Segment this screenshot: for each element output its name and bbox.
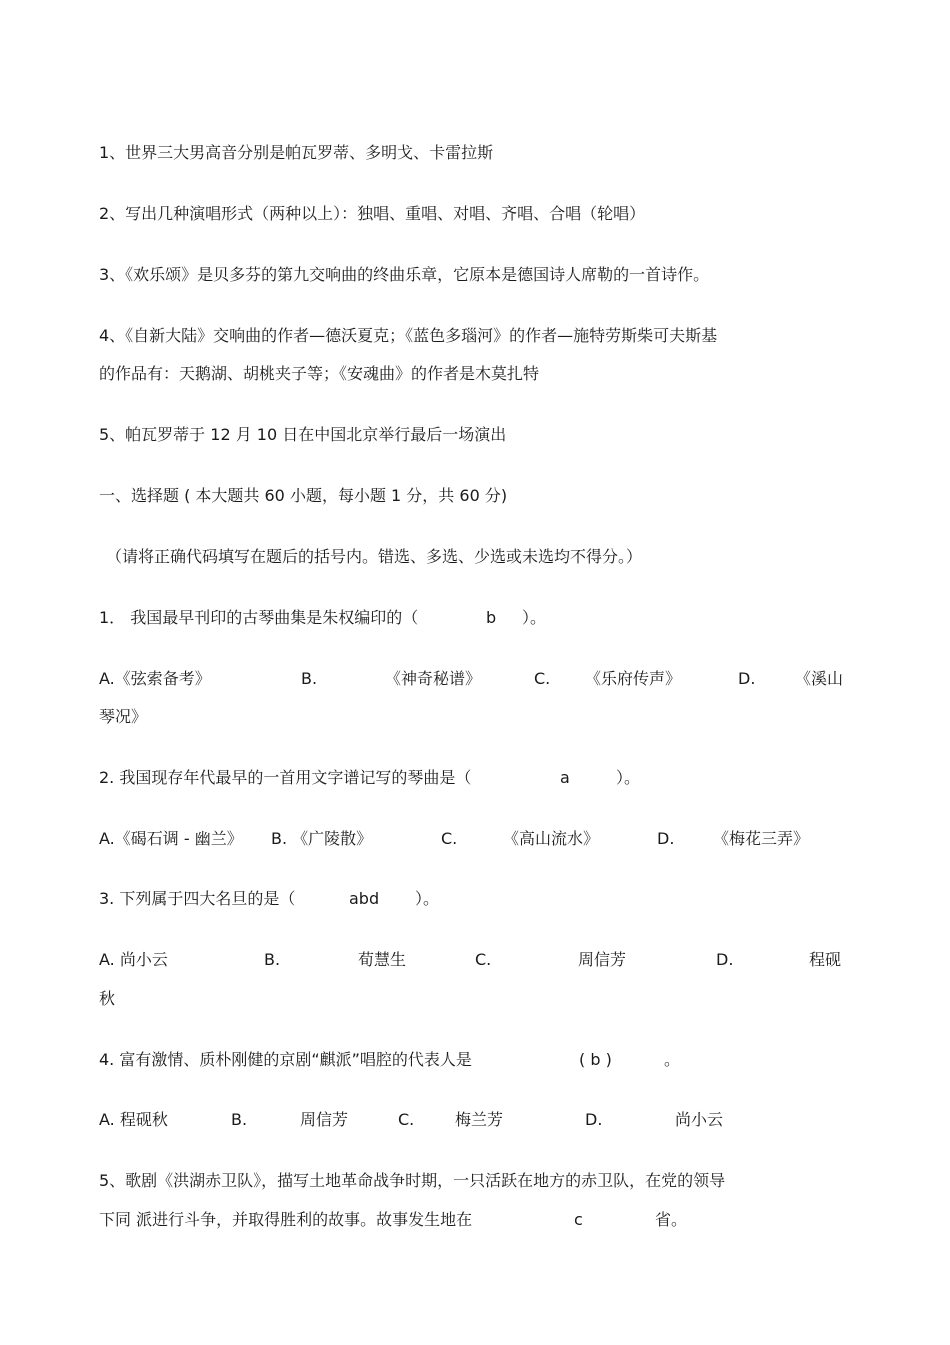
q4-option-d-letter: D. bbox=[585, 1110, 603, 1129]
q4-stem-end: 。 bbox=[664, 1050, 681, 1069]
q3-option-a: A. 尚小云 bbox=[99, 950, 168, 969]
q1-option-c: 《乐府传声》 bbox=[585, 669, 682, 688]
q3-option-c-letter: C. bbox=[475, 950, 492, 969]
q4-answer: ( b ) bbox=[579, 1050, 612, 1069]
intro-line-1: 1、世界三大男高音分别是帕瓦罗蒂、多明戈、卡雷拉斯 bbox=[99, 143, 494, 162]
q2-option-a: A.《碣石调 - 幽兰》 bbox=[99, 829, 243, 848]
q3-option-d-cont: 秋 bbox=[99, 989, 116, 1008]
intro-line-5: 5、帕瓦罗蒂于 12 月 10 日在中国北京举行最后一场演出 bbox=[99, 425, 507, 444]
q1-stem: 1． 我国最早刊印的古琴曲集是朱权编印的（ bbox=[99, 608, 419, 627]
q1-stem-end: ）。 bbox=[522, 608, 547, 627]
q2-option-c: 《高山流水》 bbox=[503, 829, 600, 848]
intro-line-4a: 4、《自新大陆》交响曲的作者—德沃夏克；《蓝色多瑙河》的作者—施特劳斯柴可夫斯基 bbox=[99, 326, 718, 345]
q3-stem-end: ）。 bbox=[415, 889, 440, 908]
q5-line-1: 5、歌剧《洪湖赤卫队》，描写土地革命战争时期，一只活跃在地方的赤卫队，在党的领导 bbox=[99, 1171, 726, 1190]
q2-answer: a bbox=[560, 768, 570, 787]
q2-option-c-letter: C. bbox=[441, 829, 458, 848]
q1-option-d: 《溪山 bbox=[795, 669, 844, 688]
q2-option-d-letter: D. bbox=[657, 829, 675, 848]
q1-option-b: 《神奇秘谱》 bbox=[385, 669, 482, 688]
q3-option-b-letter: B. bbox=[264, 950, 281, 969]
section-title: 一、选择题 ( 本大题共 60 小题，每小题 1 分，共 60 分) bbox=[99, 486, 508, 505]
q1-option-d-cont: 琴况》 bbox=[99, 707, 148, 726]
q3-option-c: 周信芳 bbox=[578, 950, 627, 969]
intro-line-3: 3、《欢乐颂》是贝多芬的第九交响曲的终曲乐章，它原本是德国诗人席勒的一首诗作。 bbox=[99, 265, 710, 284]
q2-option-b: B. 《广陵散》 bbox=[271, 829, 373, 848]
q1-option-a: A.《弦索备考》 bbox=[99, 669, 211, 688]
q1-option-b-letter: B. bbox=[301, 669, 318, 688]
q4-option-c-letter: C. bbox=[398, 1110, 415, 1129]
q2-stem: 2. 我国现存年代最早的一首用文字谱记写的琴曲是（ bbox=[99, 768, 472, 787]
q4-stem: 4. 富有激情、质朴刚健的京剧“麒派”唱腔的代表人是 bbox=[99, 1050, 472, 1069]
q3-option-d: 程砚 bbox=[809, 950, 842, 969]
q5-line-2-end: 省。 bbox=[655, 1210, 688, 1229]
q4-option-b-letter: B. bbox=[231, 1110, 248, 1129]
q3-stem: 3. 下列属于四大名旦的是（ bbox=[99, 889, 296, 908]
q4-option-c: 梅兰芳 bbox=[455, 1110, 504, 1129]
intro-line-2: 2、写出几种演唱形式（两种以上）：独唱、重唱、对唱、齐唱、合唱（轮唱） bbox=[99, 204, 646, 223]
q3-option-b: 荀慧生 bbox=[358, 950, 407, 969]
q2-option-d: 《梅花三弄》 bbox=[713, 829, 810, 848]
q4-option-a: A. 程砚秋 bbox=[99, 1110, 168, 1129]
q4-option-b: 周信芳 bbox=[300, 1110, 349, 1129]
q1-option-d-letter: D. bbox=[738, 669, 756, 688]
q1-option-c-letter: C. bbox=[534, 669, 551, 688]
q5-line-2: 下同 派进行斗争，并取得胜利的故事。故事发生地在 bbox=[99, 1210, 473, 1229]
q4-option-d: 尚小云 bbox=[675, 1110, 724, 1129]
q5-answer: c bbox=[574, 1210, 583, 1229]
intro-line-4b: 的作品有：天鹅湖、胡桃夹子等；《安魂曲》的作者是木莫扎特 bbox=[99, 364, 540, 383]
section-note: （请将正确代码填写在题后的括号内。错选、多选、少选或未选均不得分。） bbox=[106, 547, 643, 566]
q3-answer: abd bbox=[349, 889, 380, 908]
q2-stem-end: ）。 bbox=[616, 768, 641, 787]
q1-answer: b bbox=[486, 608, 497, 627]
q3-option-d-letter: D. bbox=[716, 950, 734, 969]
